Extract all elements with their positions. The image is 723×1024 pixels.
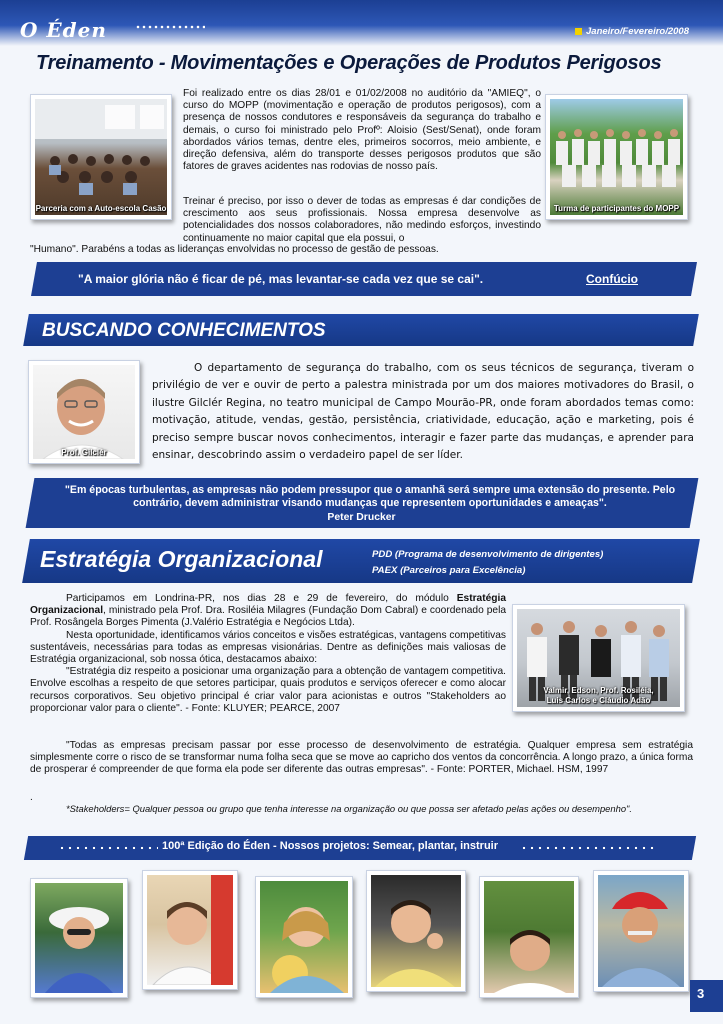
magazine-logo: O Éden <box>20 18 107 42</box>
gallery-photo <box>142 870 238 990</box>
section3-title: Estratégia Organizacional <box>40 546 323 572</box>
section2-body-text: O departamento de segurança do trabalho, com os seus técnicos de segurança, tiveram o privilégio de ver e ouvir de perto a palestra ministrada por um dos maiores motivadores do Brasil, o ilustre Gilclér Regina, no teatro municipal de Campo Mourão-PR, onde foram abordados temas como: motivação, atitude, vendas, gestão, persistência, criatividade, educação, ação e marketing, pois é preciso sempre buscar novos conhecimentos, interagir e fazer parte das mudanças, e aprender para ensinar, descobrindo assim o verdadeiro papel de ser líder. <box>152 362 694 462</box>
adult-portrait <box>371 875 461 987</box>
section2-title: BUSCANDO CONHECIMENTOS <box>42 320 326 341</box>
child-illustration <box>147 875 233 985</box>
portrait <box>33 365 135 459</box>
banner-dots-left <box>58 845 158 851</box>
child-portrait <box>35 883 123 993</box>
group-illustration <box>550 99 683 215</box>
page-number: 3 <box>697 986 705 1001</box>
para-text: Participamos em Londrina-PR, nos dias 28 e 29 de fevereiro, do módulo <box>66 593 457 604</box>
adult-illustration <box>598 875 684 987</box>
section1-paragraph-2-end: "Humano". Parabéns a todas as lideranças envolvidas no processo de gestão de pessoas. <box>30 244 439 255</box>
photo-auto-escola <box>30 94 172 220</box>
photo-caption: Valmir, Edson, Prof. Rosiléia, <box>543 686 654 695</box>
photo-caption: Parceria com a Auto-escola Casão <box>35 204 167 213</box>
quote-text: "Em épocas turbulentas, as empresas não podem pressupor que o amanhã será sempre uma extensão do presente. Pelo contrário, devem administrar visando mudanças que representem oportunidades e ameaças". <box>64 484 676 509</box>
photo-classroom <box>35 99 167 215</box>
photo-caption: Prof. Gilclér <box>61 448 107 457</box>
gallery-photo <box>30 878 128 998</box>
photo-five-people <box>517 609 680 707</box>
section4-title: 100ª Edição do Éden - Nossos projetos: Semear, plantar, instruir <box>162 840 498 852</box>
section1-title: Treinamento - Movimentações e Operações de Produtos Perigosos <box>36 52 662 74</box>
section3-paragraph-1 <box>30 593 506 630</box>
adult-portrait <box>484 881 574 993</box>
issue-date: Janeiro/Fevereiro/2008 <box>586 26 689 37</box>
para-text: "Estratégia diz respeito a posicionar uma organização para a obtenção de vantagem competitiva. Envolve escolhas a respeito de que setores participar, quais produtos e serviços oferecer e como alocar recursos corporativos. Seu objetivo principal é criar valor para acionistas e outros "Stakeholders ao proporcionar valor para o cliente". - Fonte: KLUYER; PEARCE, 2007 <box>30 666 506 714</box>
section1-paragraph-2: Treinar é preciso, por isso o dever de todas as empresas é dar condições de crescimento aos seus profissionais. Nossa empresa desenvolve as potencialidades dos nossos colaboradores, não medindo esforços, investindo continuamente no maior capital que ela possui, o <box>183 196 541 244</box>
photo-caption: Luis Carlos e Cláudio Adão <box>546 696 651 705</box>
child-illustration <box>35 883 123 993</box>
adult-illustration <box>371 875 461 987</box>
section3-paragraph-3 <box>30 666 506 715</box>
photo-mopp-group <box>545 94 688 220</box>
quote-author: Confúcio <box>586 272 638 286</box>
adult-portrait <box>598 875 684 987</box>
photo-group-outdoor <box>550 99 683 215</box>
header-band <box>0 0 723 46</box>
section3-body <box>30 593 506 715</box>
footnote: *Stakeholders= Qualquer pessoa ou grupo que tenha interesse na organização ou que possa ser afetado pelas ações ou desempenho". <box>66 803 632 814</box>
section3-paragraph-2 <box>30 630 506 667</box>
section2-body <box>152 360 694 464</box>
stray-dot: . <box>30 792 33 803</box>
date-marker <box>575 28 582 35</box>
gallery-photo <box>366 870 466 992</box>
banner-dots-right <box>520 845 655 851</box>
page-number-box <box>690 980 723 1012</box>
gallery-photo <box>593 870 689 992</box>
photo-prof-gilcler <box>28 360 140 464</box>
para-text: Nesta oportunidade, identificamos vários conceitos e visões estratégicas, vantagens competitivas sustentáveis, necessárias para todas as empresas visionárias. Dentre as definições mais valiosas de Estratégia organizacional, sob nossa ótica, destacamos abaixo: <box>30 629 506 666</box>
gallery-photo <box>255 876 353 998</box>
photo-strategy-group <box>512 604 685 712</box>
child-portrait <box>260 881 348 993</box>
adult-illustration <box>484 881 574 993</box>
classroom-illustration <box>35 99 167 215</box>
para-bold: Estratégia Organizacional <box>30 593 506 617</box>
quote-text: "A maior glória não é ficar de pé, mas levantar-se cada vez que se cai". <box>78 272 484 286</box>
header-dots <box>135 23 205 31</box>
para-text: , ministrado pela Prof. Dra. Rosiléia Milagres (Fundação Dom Cabral) e coordenado pela Prof. Rosângela Borges Pimenta (J.Valério Estratégia e Negócios Ltda). <box>30 605 506 629</box>
child-illustration <box>260 881 348 993</box>
para-text: "Todas as empresas precisam passar por esse processo de desenvolvimento de estratégia. Qualquer empresa sem estratégia simplesmente corre o risco de se transformar numa folha seca que se move ao capricho dos ventos da concorrência. A longo prazo, a única forma de prosperar é compreender de que forma ela pode ser diferente das outras empresas". - Fonte: PORTER, Michael. HSM, 1997 <box>30 740 693 776</box>
section3-subtitle: PAEX (Parceiros para Excelência) <box>372 565 526 576</box>
child-portrait <box>147 875 233 985</box>
gallery-photo <box>479 876 579 998</box>
section3-paragraph-4 <box>30 740 693 777</box>
portrait-illustration <box>33 365 135 459</box>
photo-caption: Turma de participantes do MOPP <box>553 204 680 213</box>
quote-author: Peter Drucker <box>327 512 396 523</box>
section1-paragraph-1: Foi realizado entre os dias 28/01 e 01/02/2008 no auditório da "AMIEQ", o curso do MOPP (movimentação e operação de produtos perigosos), com a presença de nossos condutores e responsáveis da segurança do trabalho e demais, o curso foi ministrado pelo Profº: Aloisio (Sest/Senat), onde foram abordados vários temas, dentre eles, primeiros socorros, meio ambiente, e direção defensiva, além do transporte desses perigosos produtos que são fatores de graves acidentes nas rodovias de nosso país. <box>183 88 541 173</box>
section3-subtitle: PDD (Programa de desenvolvimento de dirigentes) <box>372 549 604 560</box>
